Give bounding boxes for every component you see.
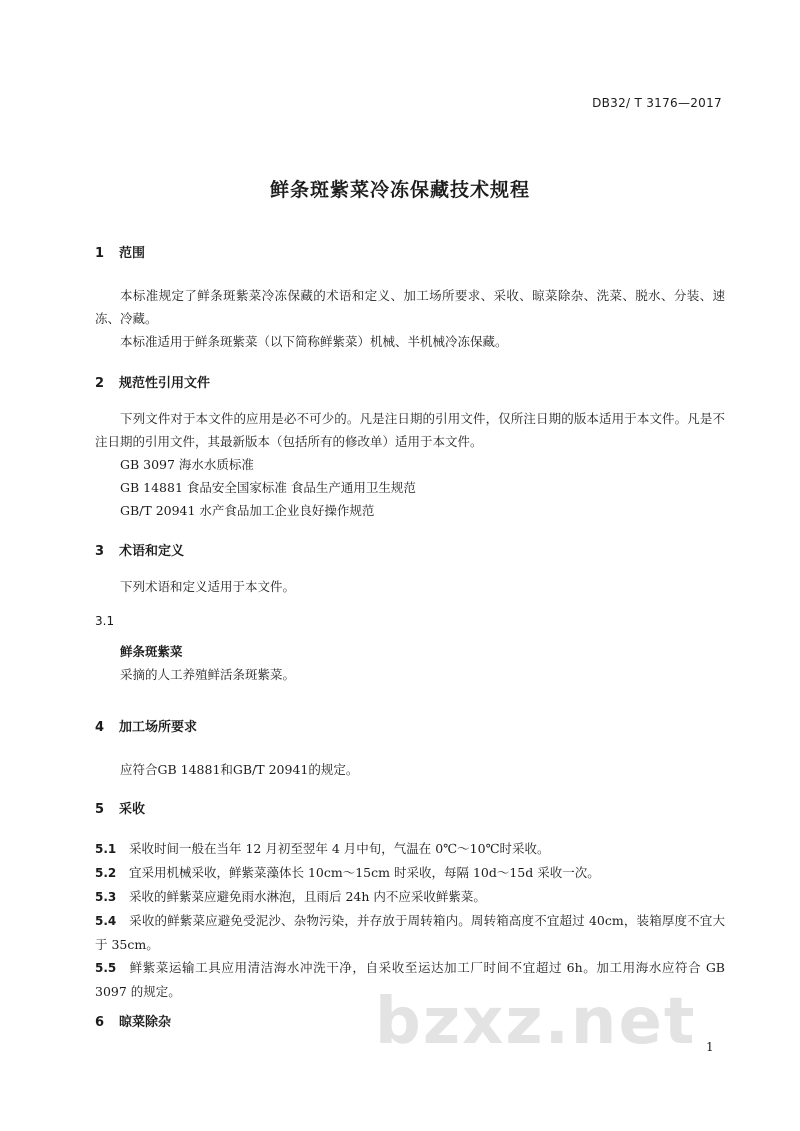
paragraph: 本标准规定了鲜条斑紫菜冷冻保藏的术语和定义、加工场所要求、采收、晾菜除杂、洗菜、脱水、分装、速冻、冷藏。 — [95, 288, 725, 326]
section-title: 术语和定义 — [119, 544, 185, 559]
paragraph: 本标准适用于鲜条斑紫菜（以下简称鲜紫菜）机械、半机械冷冻保藏。 — [120, 334, 508, 349]
clause-number: 5.3 — [95, 890, 117, 904]
standard-code: DB32/ T 3176—2017 — [592, 96, 722, 110]
section-number: 3 — [95, 544, 105, 559]
section-1-body — [95, 284, 725, 353]
clause-number: 5.5 — [95, 961, 117, 975]
clause-text: 宜采用机械采收，鲜紫菜藻体长 10cm～15cm 时采收，每隔 10d～15d 采收一次。 — [129, 865, 600, 880]
term-block — [95, 640, 725, 686]
reference-item: GB 3097 海水水质标准 — [120, 457, 254, 472]
section-5-heading — [95, 798, 725, 821]
paragraph: 应符合GB 14881和GB/T 20941的规定。 — [120, 762, 359, 777]
section-3-body — [95, 575, 725, 598]
clause-item — [95, 885, 725, 909]
term-name: 鲜条斑紫菜 — [120, 644, 183, 659]
clause-number: 5.2 — [95, 866, 117, 880]
clause-text: 鲜紫菜运输工具应用清洁海水冲洗干净，自采收至运达加工厂时间不宜超过 6h。加工用海水应符合 GB 3097 的规定。 — [95, 960, 725, 999]
section-title: 采收 — [119, 802, 146, 817]
section-title: 范围 — [119, 246, 146, 261]
clause-number: 5.1 — [95, 842, 117, 856]
document-title: 鲜条斑紫菜冷冻保藏技术规程 — [269, 179, 530, 201]
section-3-heading — [95, 540, 725, 563]
section-number: 4 — [95, 720, 105, 735]
reference-item: GB 14881 食品安全国家标准 食品生产通用卫生规范 — [120, 480, 416, 495]
clause-text: 采收的鲜紫菜应避免受泥沙、杂物污染，并存放于周转箱内。周转箱高度不宜超过 40cm，装箱厚度不宜大于 35cm。 — [95, 913, 725, 952]
section-title: 加工场所要求 — [119, 720, 198, 735]
clause-number: 5.4 — [95, 914, 117, 928]
clause-text: 采收的鲜紫菜应避免雨水淋泡，且雨后 24h 内不应采收鲜紫菜。 — [129, 889, 486, 904]
section-2-heading — [95, 372, 725, 395]
clause-item — [95, 837, 725, 861]
section-5-body — [95, 837, 725, 1003]
section-title: 规范性引用文件 — [119, 376, 211, 391]
section-number: 1 — [95, 246, 105, 261]
watermark-text: bzxz.net — [375, 985, 697, 1059]
clause-item — [95, 909, 725, 956]
section-number: 5 — [95, 802, 105, 817]
section-number: 2 — [95, 376, 105, 391]
clause-text: 采收时间一般在当年 12 月初至翌年 4 月中旬，气温在 0℃～10℃时采收。 — [129, 841, 550, 856]
subsection-number: 3.1 — [95, 614, 115, 628]
section-1-heading — [95, 242, 725, 265]
section-number: 6 — [95, 1015, 105, 1030]
term-definition: 采摘的人工养殖鲜活条斑紫菜。 — [120, 667, 296, 682]
clause-item — [95, 861, 725, 885]
paragraph: 下列文件对于本文件的应用是必不可少的。凡是注日期的引用文件，仅所注日期的版本适用于本文件。凡是不注日期的引用文件，其最新版本（包括所有的修改单）适用于本文件。 — [95, 411, 725, 449]
reference-item: GB/T 20941 水产食品加工企业良好操作规范 — [120, 503, 375, 518]
section-2-body — [95, 407, 725, 522]
section-4-body — [95, 758, 725, 781]
page-number: 1 — [706, 1040, 714, 1054]
section-title: 晾菜除杂 — [119, 1015, 172, 1030]
section-4-heading — [95, 716, 725, 739]
paragraph: 下列术语和定义适用于本文件。 — [120, 579, 296, 594]
